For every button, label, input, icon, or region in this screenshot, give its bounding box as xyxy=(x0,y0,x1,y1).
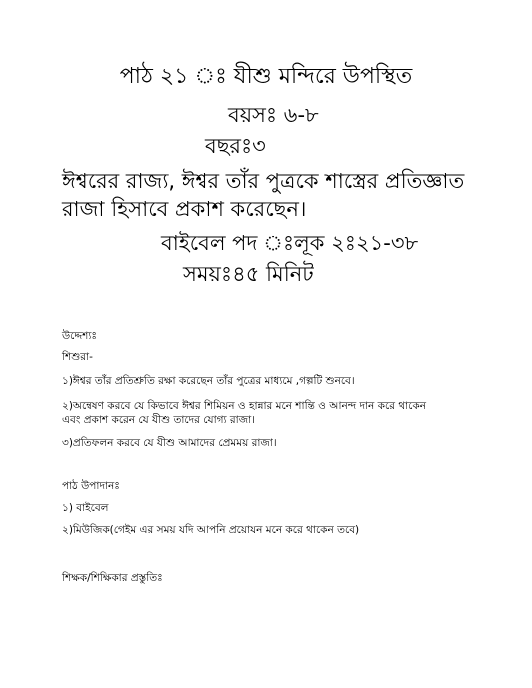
materials-heading: পাঠ উপাদানঃ xyxy=(62,480,120,492)
age-range: বয়সঃ ৬-৮ xyxy=(228,103,319,127)
students-label: শিশুরা- xyxy=(62,351,93,363)
objective-item: ১)ঈশ্বর তাঁর প্রতিশ্রুতি রক্ষা করেছেন তাঁর পুত্রের মাধ্যমে ,গল্পটি শুনবে। xyxy=(62,375,355,387)
objective-item: ২)অন্বেষণ করবে যে কিভাবে ঈশ্বর শিমিয়ন ও হান্নার মনে শান্তি ও আনন্দ দান করে থাকেন xyxy=(62,400,427,412)
lesson-title: পাঠ ২১ ঃ যীশু মন্দিরে উপস্থিত xyxy=(119,64,413,89)
objective-item: ৩)প্রতিফলন করবে যে যীশু আমাদের প্রেমময় রাজা। xyxy=(62,437,277,449)
theme-line-1: ঈশ্বরের রাজ্য, ঈশ্বর তাঁর পুত্রকে শাস্ত্রের প্রতিজ্ঞাত xyxy=(62,169,465,193)
objective-item-continuation: এবং প্রকাশ করেন যে যীশু তাদের যোগ্য রাজা। xyxy=(62,414,255,426)
teacher-prep-heading: শিক্ষক/শিক্ষিকার প্রস্তুতিঃ xyxy=(62,572,163,584)
duration: সময়ঃ৪৫ মিনিট xyxy=(183,262,314,286)
year-label: বছরঃ৩ xyxy=(205,134,266,158)
material-item: ২)মিউজিক(গেইম এর সময় যদি আপনি প্রয়োযন মনে করে থাকেন তবে) xyxy=(62,524,360,536)
theme-line-2: রাজা হিসাবে প্রকাশ করেছেন। xyxy=(62,197,307,221)
material-item: ১) বাইবেল xyxy=(62,502,109,514)
bible-verse: বাইবেল পদ ঃলূক ২ঃ২১-৩৮ xyxy=(161,231,419,255)
objectives-heading: উদ্দেশ্যঃ xyxy=(62,330,98,342)
